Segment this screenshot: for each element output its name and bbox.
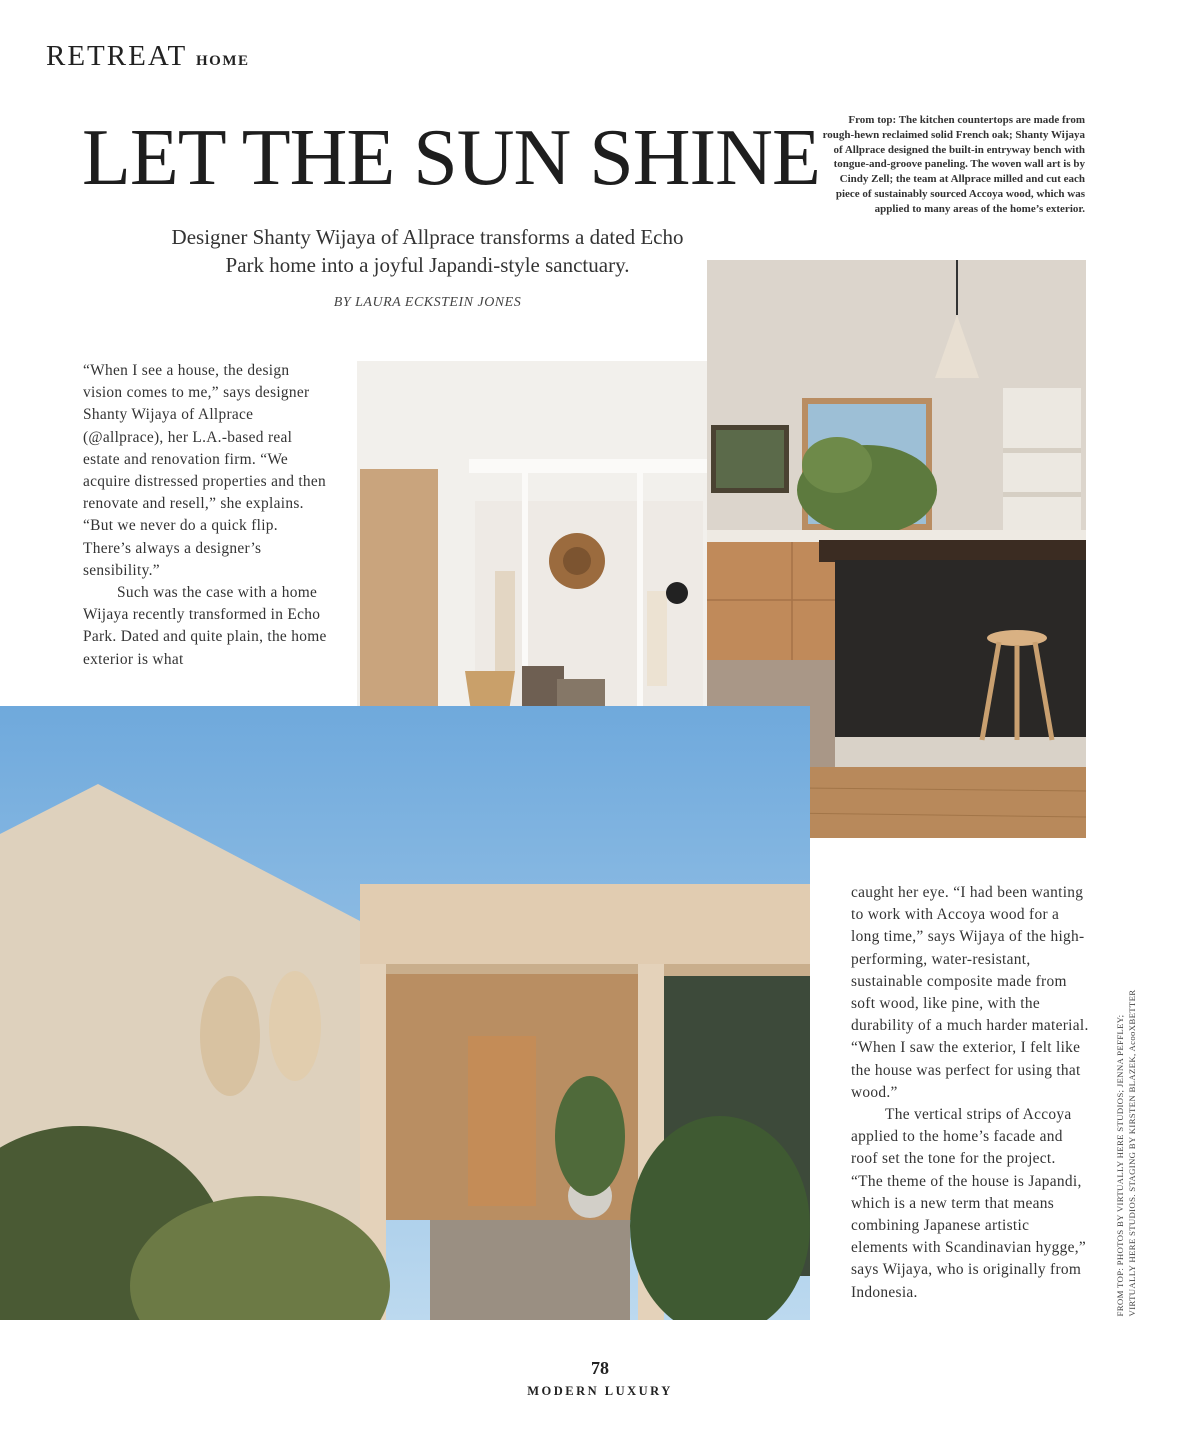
- publication-name: MODERN LUXURY: [527, 1384, 673, 1398]
- article-dek: Designer Shanty Wijaya of Allprace transforms a dated Echo Park home into a joyful Japandi-style sanctuary.: [171, 225, 684, 277]
- paragraph: caught her eye. “I had been wanting to work with Accoya wood for a long time,” says Wijaya of the high-performing, water-resistant, sustainable composite made from soft wood, like pine, with the durability of a much harder material. “When I saw the exterior, I felt like the house was perfect for using that wood.”: [851, 884, 1089, 1101]
- body-column-2: [851, 882, 1089, 1304]
- paragraph: Such was the case with a home Wijaya recently transformed in Echo Park. Dated and quite plain, the home exterior is what: [83, 584, 327, 668]
- page-number: 78: [591, 1358, 609, 1378]
- paragraph: The vertical strips of Accoya applied to the home’s facade and roof set the tone for the project. “The theme of the house is Japandi, which is a new term that means combining Japanese artistic elements with Scandinavian hygge,” says Wijaya, who is originally from Indonesia.: [851, 1106, 1087, 1301]
- photo-caption: From top: The kitchen countertops are made from rough-hewn reclaimed solid French oak; Shanty Wijaya of Allprace designed the built-in entryway bench with tongue-and-groove paneling. The woven wall art is by Cindy Zell; the team at Allprace milled and cut each piece of sustainably sourced Accoya wood, which was applied to many areas of the home’s exterior.: [822, 114, 1085, 215]
- kitchen-photo: [707, 260, 1086, 767]
- credit-line: VIRTUALLY HERE STUDIOS. STAGING BY KIRSTEN BLAZEK, AcooXBETTER: [1127, 989, 1137, 1316]
- body-column-1: [83, 360, 328, 671]
- credit-line: FROM TOP: PHOTOS BY VIRTUALLY HERE STUDIOS; JENNA PEFFLEY;: [1115, 1014, 1125, 1316]
- exterior-photo: [0, 706, 810, 1320]
- section-label: RETREAT: [46, 40, 188, 72]
- article-byline: BY LAURA ECKSTEIN JONES: [333, 295, 522, 310]
- photo-credit: [1108, 985, 1144, 1320]
- article-title: LET THE SUN SHINE: [82, 114, 820, 202]
- section-sublabel: HOME: [196, 53, 250, 69]
- paragraph: “When I see a house, the design vision comes to me,” says designer Shanty Wijaya of Allprace (@allprace), her L.A.-based real estate and renovation firm. “We acquire distressed properties and then renovate and resell,” she explains. “But we never do a quick flip. There’s always a designer’s sensibility.”: [83, 362, 327, 579]
